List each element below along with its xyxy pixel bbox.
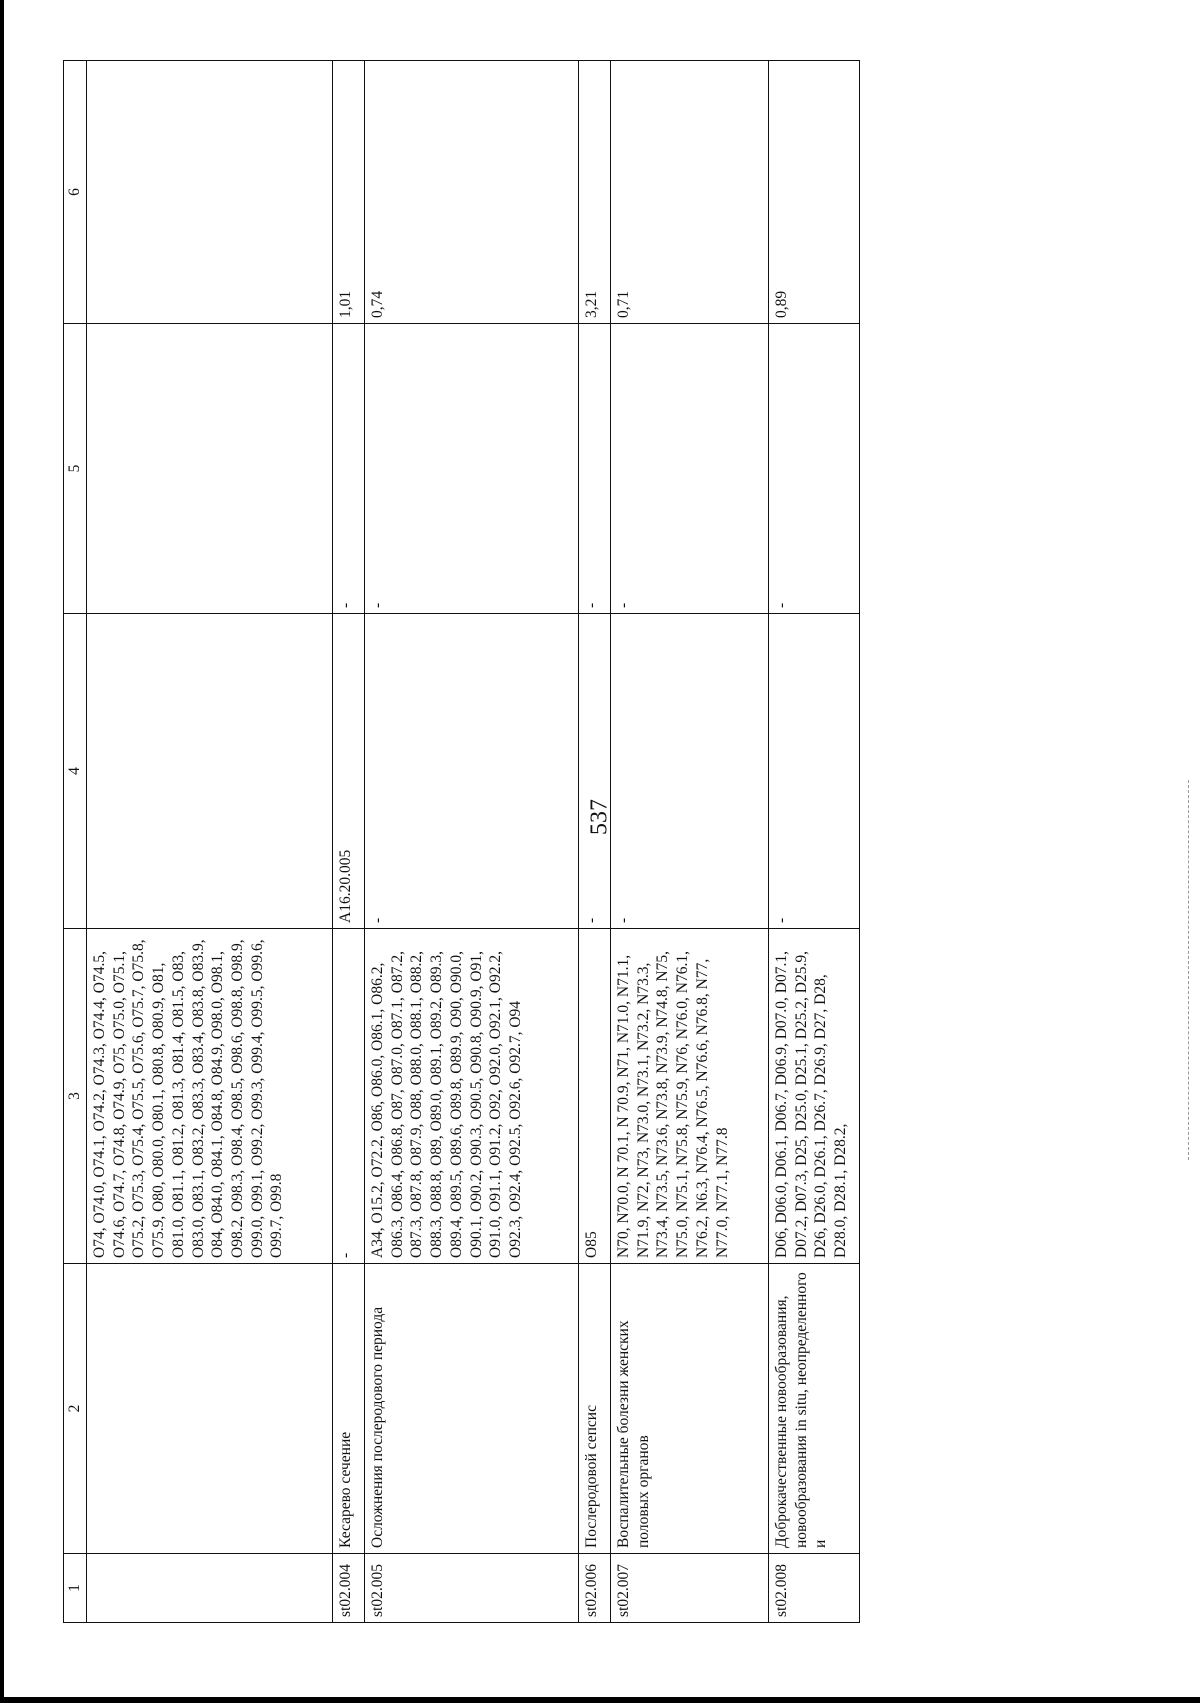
row-code: st02.008 (769, 1554, 860, 1623)
row-icd-codes: O74, O74.0, O74.1, O74.2, O74.3, O74.4, O74.5, O74.6, O74.7, O74.8, O74.9, O75, O75.0, O75.1, O75.2, O75.3, O75.4, O75.5, O75.6, O75.7, O75.8, O75.9, O80, O80.0, O80.1, O80.8, O80.9, O81, O81.0, O81.1, O81.2, O81.3, O81.4, O81.5, O83, O83.0, O83.1, O83.2, O83.3, O83.4, O83.8, O83.9, O84, O84.0, O84.1, O84.8, O84.9, O98.0, O98.1, O98.2, O98.3, O98.4, O98.5, O98.6, O98.8, O98.9, O99.0, O99.1, O99.2, O99.3, O99.4, O99.5, O99.6, O99.7, O99.8 (87, 929, 333, 1264)
row-name: Кесарево сечение (333, 1264, 365, 1554)
row-name: Осложнения послеродового периода (365, 1264, 579, 1554)
row-coef: 1,01 (333, 61, 365, 324)
header-col-3: 3 (64, 929, 87, 1264)
row-col5: - (769, 324, 860, 614)
row-code: st02.007 (611, 1554, 769, 1623)
row-service: - (769, 614, 860, 929)
row-col5 (87, 324, 333, 614)
tariff-table (63, 60, 860, 1623)
row-col5: - (333, 324, 365, 614)
row-coef: 0,74 (365, 61, 579, 324)
row-code (87, 1554, 333, 1623)
row-name (87, 1264, 333, 1554)
row-name: Воспалительные болезни женских половых органов (611, 1264, 769, 1554)
row-icd-codes: A34, O15.2, O72.2, O86, O86.0, O86.1, O86.2, O86.3, O86.4, O86.8, O87, O87.0, O87.1, O87.2, O87.3, O87.8, O87.9, O88, O88.0, O88.1, O88.2, O88.3, O88.8, O89, O89.0, O89.1, O89.2, O89.3, O89.4, O89.5, O89.6, O89.8, O89.9, O90, O90.0, O90.1, O90.2, O90.3, O90.5, O90.8, O90.9, O91, O91.0, O91.1, O91.2, O92, O92.0, O92.1, O92.2, O92.3, O92.4, O92.5, O92.6, O92.7, O94 (365, 929, 579, 1264)
rotated-sheet (0, 141, 1200, 1703)
row-service: - (579, 614, 611, 929)
row-name: Доброкачественные новообразования, новообразования in situ, неопределенного и (769, 1264, 860, 1554)
row-icd-codes: - (333, 929, 365, 1264)
row-coef: 0,89 (769, 61, 860, 324)
header-col-5: 5 (64, 324, 87, 614)
header-col-2: 2 (64, 1264, 87, 1554)
table-row-st02-008 (769, 61, 860, 1623)
row-coef (87, 61, 333, 324)
header-col-4: 4 (64, 614, 87, 929)
header-col-1: 1 (64, 1554, 87, 1623)
row-icd-codes: O85 (579, 929, 611, 1264)
row-col5: - (579, 324, 611, 614)
row-icd-codes: N70, N70.0, N 70.1, N 70.9, N71, N71.0, N71.1, N71.9, N72, N73, N73.0, N73.1, N73.2, N73.3, N73.4, N73.5, N73.6, N73.8, N73.9, N74.8, N75, N75.0, N75.1, N75.8, N75.9, N76, N76.0, N76.1, N76.2, N6.3, N76.4, N76.5, N76.6, N76.8, N77, N77.0, N77.1, N77.8 (611, 929, 769, 1264)
row-service: A16.20.005 (333, 614, 365, 929)
row-col5: - (365, 324, 579, 614)
row-icd-codes: D06, D06.0, D06.1, D06.7, D06.9, D07.0, D07.1, D07.2, D07.3, D25, D25.0, D25.1, D25.2, D25.9, D26, D26.0, D26.1, D26.7, D26.9, D27, D28, D28.0, D28.1, D28.2, (769, 929, 860, 1264)
table-row-st02-006 (579, 61, 611, 1623)
header-col-6: 6 (64, 61, 87, 324)
row-service (87, 614, 333, 929)
row-coef: 0,71 (611, 61, 769, 324)
row-code: st02.004 (333, 1554, 365, 1623)
table-row-continuation (87, 61, 333, 1623)
header-row (64, 61, 87, 1623)
row-service: - (611, 614, 769, 929)
row-code: st02.006 (579, 1554, 611, 1623)
table-row-st02-004 (333, 61, 365, 1623)
row-col5: - (611, 324, 769, 614)
row-service: - (365, 614, 579, 929)
row-code: st02.005 (365, 1554, 579, 1623)
page-number: 537 (586, 799, 613, 835)
table-row-st02-007 (611, 61, 769, 1623)
table-row-st02-005 (365, 61, 579, 1623)
row-name: Послеродовой сепсис (579, 1264, 611, 1554)
row-coef: 3,21 (579, 61, 611, 324)
